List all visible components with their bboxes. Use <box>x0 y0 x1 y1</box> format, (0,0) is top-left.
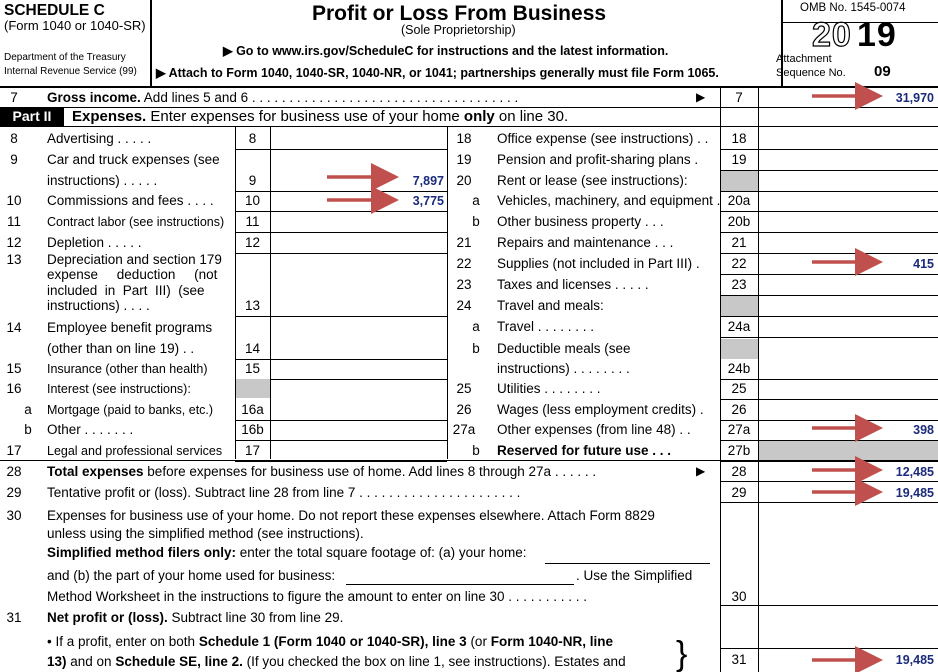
line-31-b2a: 13) <box>47 654 67 669</box>
line-31-b1d: Form 1040-NR, line <box>490 634 613 649</box>
expense-label-text: Vehicles, machinery, and equipment <box>497 193 713 208</box>
expense-label-text: Insurance (other than health) <box>47 362 208 376</box>
form-title: Profit or Loss From Business <box>312 2 607 25</box>
line-16a-box: 16a <box>241 402 264 417</box>
line-28-amount[interactable]: 12,485 <box>895 465 934 479</box>
line-29-leader: . . . . . . . . . . . . . . . . . . . . . . <box>355 485 521 500</box>
dot-leader: . . . . . . . . <box>569 361 630 376</box>
dot-leader: . . . . . <box>119 173 158 188</box>
line-30-text-4: and (b) the part of your home used for business: <box>47 568 336 583</box>
line-29-box: 29 <box>731 485 747 500</box>
line-sub-a-letter: a <box>24 402 32 417</box>
line-31-box: 31 <box>731 652 747 667</box>
expense-label-text: Supplies (not included in Part III) <box>497 256 693 271</box>
expense-label-text: Contract labor (see instructions) <box>47 215 225 229</box>
tax-year-suffix: 19 <box>857 16 897 54</box>
sequence-number: 09 <box>874 63 891 80</box>
line-31-brace-icon: } <box>676 635 688 672</box>
line-30-text-2: unless using the simplified method (see instructions). <box>47 526 364 541</box>
expense-label-text: Other expenses (from line 48) <box>497 422 676 437</box>
expense-label-text: Deductible meals (see <box>497 341 631 356</box>
line-30-simplified-text: enter the total square footage of: (a) your home: <box>236 545 527 560</box>
part-2-title-only: only <box>463 108 495 125</box>
line-13-leader: . . . . <box>119 298 150 313</box>
line-7-leader: . . . . . . . . . . . . . . . . . . . . . . . . . . . . . . . . . . . . <box>248 90 519 105</box>
dot-leader: . . . . . <box>611 277 649 292</box>
line-30-number: 30 <box>6 508 22 523</box>
line-12-number: 12 <box>6 235 22 250</box>
line-20a-box: 20a <box>727 193 751 208</box>
line-19-number: 19 <box>456 152 472 167</box>
line-18-number: 18 <box>456 131 472 146</box>
line-28-label-text: before expenses for business use of home. Add lines 8 through 27a <box>143 464 552 479</box>
dot-leader: . . . <box>650 235 674 250</box>
expense-label-text: Travel <box>497 319 535 334</box>
expense-label-text: Other business property <box>497 214 642 229</box>
line-27a-box: 27a <box>727 422 751 437</box>
line-7-amount[interactable]: 31,970 <box>895 91 934 105</box>
line-31-label-bold: Net profit or (loss). <box>47 610 168 625</box>
expense-label-text: Advertising <box>47 131 114 146</box>
expense-label-text: Repairs and maintenance <box>497 235 651 250</box>
line-31-b1a: • If a profit, enter on both <box>47 634 199 649</box>
line-31-label-text: Subtract line 30 from line 29. <box>167 610 344 625</box>
line-16b-box: 16b <box>241 422 264 437</box>
dot-leader: . . <box>675 422 691 437</box>
dot-leader: . . . <box>648 443 672 458</box>
line-10-amount[interactable]: 3,775 <box>412 194 444 208</box>
expense-label-text: Pension and profit-sharing plans <box>497 152 691 167</box>
line-25-number: 25 <box>456 381 472 396</box>
line-25-box: 25 <box>731 381 747 396</box>
line-11-box: 11 <box>245 214 260 229</box>
line-24b-box: 24b <box>727 361 751 376</box>
expense-label-text: Reserved for future use <box>497 443 649 458</box>
line-31-amount[interactable]: 19,485 <box>895 653 934 667</box>
dot-leader: . <box>712 193 721 208</box>
line-17-box: 17 <box>244 443 261 458</box>
line-20-number: 20 <box>456 173 472 188</box>
line-21-box: 21 <box>731 235 747 250</box>
line-31-b2b: and on <box>66 654 116 669</box>
line-13-box: 13 <box>244 298 261 313</box>
dot-leader: . . . . . <box>113 131 152 146</box>
line-sub-b-letter: b <box>472 214 480 229</box>
dot-leader: . . . . . <box>104 235 142 250</box>
line-30-box: 30 <box>731 589 747 604</box>
line-31-b1b: Schedule 1 (Form 1040 or 1040-SR), line 3 <box>198 634 467 649</box>
expense-label-text: (other than on line 19) <box>47 341 180 356</box>
line-30-leader: . . . . . . . . . . . <box>504 589 588 604</box>
expense-label-text: Other <box>47 422 81 437</box>
expense-label-text: Car and truck expenses (see <box>47 152 220 167</box>
form-reference: (Form 1040 or 1040-SR) <box>4 18 146 33</box>
form-subtitle: (Sole Proprietorship) <box>401 23 516 37</box>
line-16-number: 16 <box>6 381 22 396</box>
line-24-number: 24 <box>456 298 472 313</box>
line-31-b1c: (or <box>466 634 491 649</box>
line-23-number: 23 <box>456 277 472 292</box>
part-2-tag: Part II <box>0 107 64 126</box>
line-22-box: 22 <box>731 256 747 271</box>
dot-leader: . . <box>179 341 195 356</box>
dot-leader: . . . . . . . . <box>540 381 601 396</box>
line-23-box: 23 <box>731 277 747 292</box>
dot-leader: . . . . . . . <box>80 422 134 437</box>
line-19-box: 19 <box>731 152 747 167</box>
department-label: Department of the Treasury <box>4 52 126 63</box>
line-sub-b-letter: b <box>24 422 32 437</box>
line-13-number: 13 <box>6 252 22 267</box>
line-26-box: 26 <box>731 402 747 417</box>
line-14-number: 14 <box>6 320 22 335</box>
expense-label-text: Employee benefit programs <box>47 320 213 335</box>
sequence-label: Sequence No. <box>776 67 846 79</box>
line-29-amount[interactable]: 19,485 <box>895 486 934 500</box>
line-22-number: 22 <box>456 256 472 271</box>
line-sub-a-letter: a <box>472 193 480 208</box>
line-31-b2c: Schedule SE, line 2. <box>115 654 243 669</box>
line-30-text-1: Expenses for business use of your home. Do not report these expenses elsewhere. Attach Form 8829 <box>47 508 655 523</box>
line-30-text-5-label: Method Worksheet in the instructions to figure the amount to enter on line 30 <box>47 589 505 604</box>
line-31-b2d: (If you checked the box on line 1, see instructions). Estates and <box>242 654 626 669</box>
attach-note: ▶ Attach to Form 1040, 1040-SR, 1040-NR, or 1041; partnerships generally must file Form 1065. <box>156 66 719 80</box>
expense-label-text: Mortgage (paid to banks, etc.) <box>47 403 214 417</box>
line-7-pointer-icon: ▶ <box>696 90 706 104</box>
line-30-text-4-end: . Use the Simplified <box>576 568 693 583</box>
part-2-title-end: on line 30. <box>494 108 569 125</box>
expense-label-text: Interest (see instructions): <box>47 382 191 396</box>
line-29-label-text: Tentative profit or (loss). Subtract line 28 from line 7 <box>47 485 356 500</box>
line-10-box: 10 <box>244 193 261 208</box>
expense-label-text: Taxes and licenses <box>497 277 612 292</box>
dot-leader: . . . . <box>183 193 214 208</box>
line-24a-box: 24a <box>727 319 751 334</box>
dot-leader: . . . . . . . . <box>534 319 595 334</box>
line-17-number: 17 <box>6 443 22 458</box>
line-28-label-bold: Total expenses <box>47 464 144 479</box>
attachment-label: Attachment <box>776 53 832 65</box>
line-8-box: 8 <box>248 131 257 146</box>
line-13-label-4-text: instructions) <box>47 298 120 313</box>
line-15-box: 15 <box>244 361 261 376</box>
omb-number: OMB No. 1545-0074 <box>800 2 906 14</box>
line-10-number: 10 <box>6 193 22 208</box>
expense-label-text: Office expense (see instructions) <box>497 131 694 146</box>
line-13-label-3: included in Part III) (see <box>47 283 205 298</box>
line-sub-b-letter: b <box>472 341 480 356</box>
line-7-box: 7 <box>735 90 743 105</box>
line-27a-number: 27a <box>452 422 476 437</box>
line-28-pointer-icon: ▶ <box>696 464 706 478</box>
line-27b-box: 27b <box>727 443 751 458</box>
line-8-number: 8 <box>10 131 18 146</box>
line-13-label-1: Depreciation and section 179 <box>47 252 222 267</box>
line-9-number: 9 <box>10 152 18 167</box>
line-14-box: 14 <box>244 341 261 356</box>
line-28-number: 28 <box>6 464 22 479</box>
expense-label-text: Rent or lease (see instructions): <box>497 173 688 188</box>
expense-label-text: instructions) <box>497 361 570 376</box>
line-20b-box: 20b <box>727 214 751 229</box>
dot-leader: . <box>696 402 704 417</box>
line-7-label-bold: Gross income. <box>47 90 141 105</box>
dot-leader: . <box>692 256 700 271</box>
part-2-title-text: Enter expenses for business use of your home <box>146 108 464 125</box>
line-21-number: 21 <box>456 235 472 250</box>
line-7-label-text: Add lines 5 and 6 <box>140 90 249 105</box>
expense-label-text: Legal and professional services <box>47 444 223 458</box>
dot-leader: . . . <box>641 214 664 229</box>
line-11-number: 11 <box>6 214 21 229</box>
dot-leader: . <box>690 152 699 167</box>
line-29-number: 29 <box>6 485 22 500</box>
irs-label: Internal Revenue Service (99) <box>4 66 137 77</box>
line-15-number: 15 <box>6 361 22 376</box>
line-9-amount[interactable]: 7,897 <box>412 174 444 188</box>
expense-label-text: Depletion <box>47 235 105 250</box>
line-18-box: 18 <box>731 131 747 146</box>
expense-label-text: instructions) <box>47 173 120 188</box>
expense-label-text: Wages (less employment credits) <box>497 402 697 417</box>
expense-label-text: Travel and meals: <box>497 298 604 313</box>
expense-label-text: Utilities <box>497 381 541 396</box>
line-9-box: 9 <box>248 173 257 188</box>
line-31-number: 31 <box>6 610 22 625</box>
line-27a-amount[interactable]: 398 <box>913 423 934 437</box>
schedule-label: SCHEDULE C <box>4 2 105 19</box>
line-26-number: 26 <box>456 402 472 417</box>
line-22-amount[interactable]: 415 <box>913 257 934 271</box>
tax-year-prefix: 20 <box>812 16 852 54</box>
line-28-leader: . . . . . . <box>551 464 597 479</box>
expense-label-text: Commissions and fees <box>47 193 184 208</box>
line-13-label-2: expense deduction (not <box>47 267 218 282</box>
line-sub-b-letter: b <box>472 443 480 458</box>
line-12-box: 12 <box>244 235 261 250</box>
line-28-box: 28 <box>731 464 747 479</box>
line-sub-a-letter: a <box>472 319 480 334</box>
instructions-link[interactable]: ▶ Go to www.irs.gov/ScheduleC for instructions and the latest information. <box>223 44 669 58</box>
line-7-number: 7 <box>10 90 18 105</box>
dot-leader: . . <box>693 131 709 146</box>
line-30-simplified-label: Simplified method filers only: <box>47 545 237 560</box>
part-2-title-bold: Expenses. <box>72 108 147 125</box>
